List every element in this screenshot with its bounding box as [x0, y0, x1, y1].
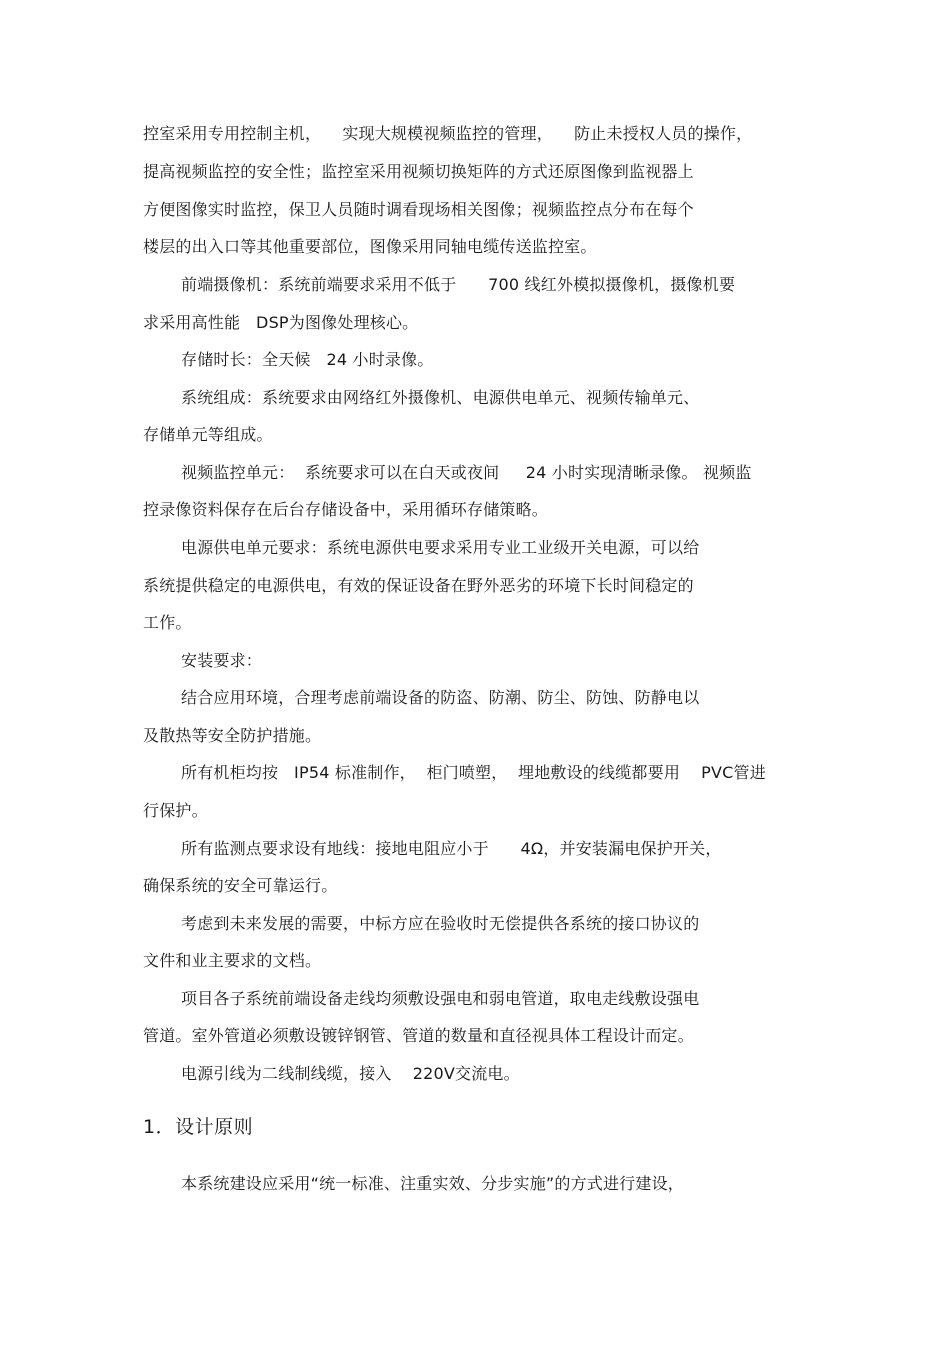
paragraph-line: 项目各子系统前端设备走线均须敷设强电和弱电管道，取电走线敷设强电 — [181, 989, 700, 1008]
paragraph-line: 确保系统的安全可靠运行。 — [143, 876, 338, 895]
paragraph-line: 结合应用环境，合理考虑前端设备的防盗、防潮、防尘、防蚀、防静电以 — [181, 688, 700, 707]
paragraph-line: 行保护。 — [143, 801, 208, 820]
paragraph-line: 方便图像实时监控，保卫人员随时调看现场相关图像；视频监控点分布在每个 — [143, 200, 694, 219]
paragraph-line: 考虑到未来发展的需要，中标方应在验收时无偿提供各系统的接口协议的 — [181, 914, 700, 933]
paragraph-line: 存储时长：全天候 24 小时录像。 — [181, 350, 434, 369]
paragraph-line: 系统提供稳定的电源供电，有效的保证设备在野外恶劣的环境下长时间稳定的 — [143, 576, 694, 595]
paragraph-line: 电源引线为二线制线缆，接入 220V交流电。 — [181, 1064, 520, 1083]
paragraph-line: 安装要求： — [181, 651, 263, 670]
paragraph-line: 控录像资料保存在后台存储设备中，采用循环存储策略。 — [143, 500, 549, 519]
paragraph-line: 所有监测点要求设有地线：接地电阻应小于 4Ω，并安装漏电保护开关， — [181, 839, 722, 858]
paragraph-line: 系统组成：系统要求由网络红外摄像机、电源供电单元、视频传输单元、 — [181, 388, 700, 407]
paragraph-line: 控室采用专用控制主机， 实现大规模视频监控的管理， 防止未授权人员的操作， — [143, 124, 753, 143]
paragraph-line: 视频监控单元： 系统要求可以在白天或夜间 24 小时实现清晰录像。 视频监 — [181, 463, 752, 482]
paragraph-line: 楼层的出入口等其他重要部位，图像采用同轴电缆传送监控室。 — [143, 237, 597, 256]
paragraph-line: 电源供电单元要求：系统电源供电要求采用专业工业级开关电源，可以给 — [181, 538, 700, 557]
paragraph-line: 前端摄像机：系统前端要求采用不低于 700 线红外模拟摄像机，摄像机要 — [181, 275, 736, 294]
paragraph-line: 求采用高性能 DSP为图像处理核心。 — [143, 313, 419, 332]
paragraph-line: 工作。 — [143, 613, 192, 632]
paragraph-line: 所有机柜均按 IP54 标准制作， 柜门喷塑， 埋地敷设的线缆都要用 PVC管进 — [181, 763, 766, 782]
paragraph-line: 存储单元等组成。 — [143, 425, 273, 444]
paragraph-line: 提高视频监控的安全性；监控室采用视频切换矩阵的方式还原图像到监视器上 — [143, 162, 694, 181]
paragraph-line: 文件和业主要求的文档。 — [143, 951, 322, 970]
section-heading: 1．设计原则 — [143, 1116, 254, 1138]
paragraph-line: 及散热等安全防护措施。 — [143, 726, 322, 745]
paragraph-line: 管道。室外管道必须敷设镀锌钢管、管道的数量和直径视具体工程设计而定。 — [143, 1026, 694, 1045]
paragraph-line: 本系统建设应采用“统一标准、注重实效、分步实施”的方式进行建设， — [181, 1174, 684, 1193]
